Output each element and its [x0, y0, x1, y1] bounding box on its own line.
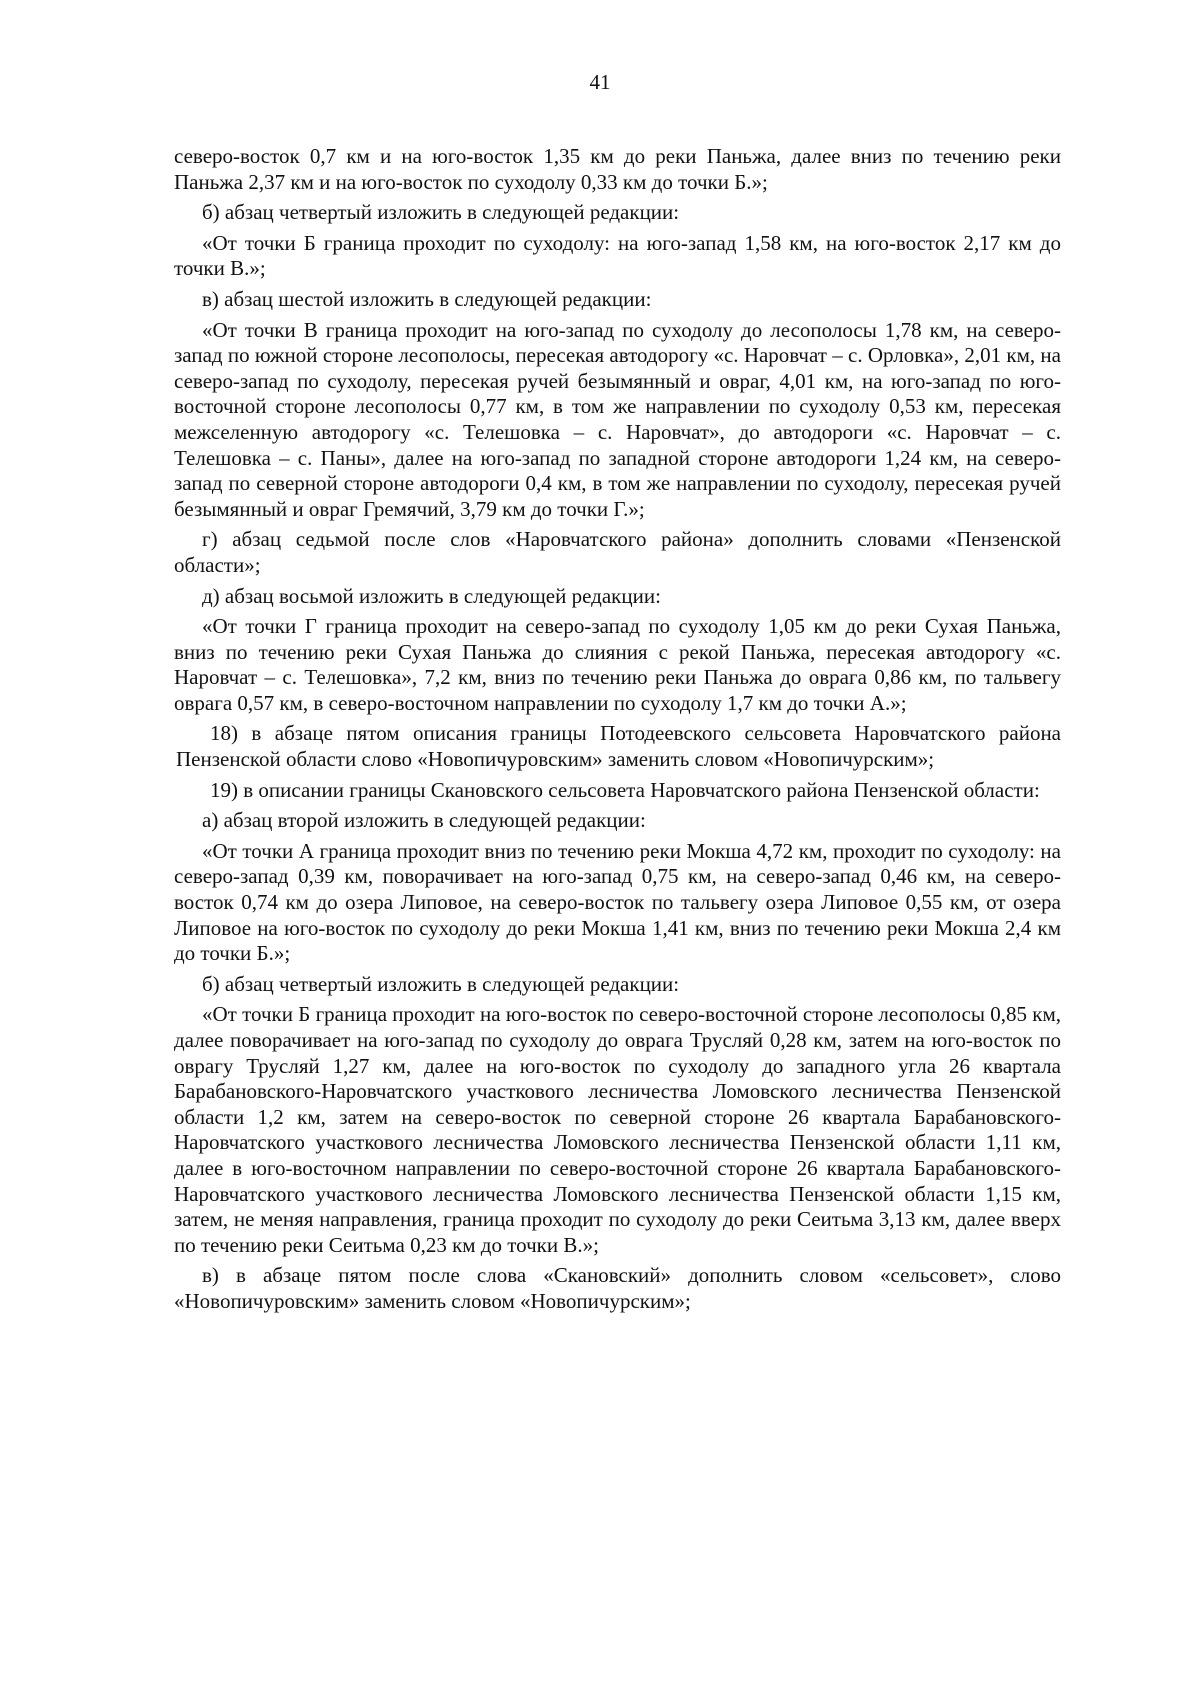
paragraph-continuation: северо-восток 0,7 км и на юго-восток 1,35 км до реки Паньжа, далее вниз по течению реки Паньжа 2,37 км и на юго-восток по суходолу 0,33 км до точки Б.»; [174, 144, 1061, 194]
paragraph-amendment-b: б) абзац четвертый изложить в следующей редакции: [202, 200, 680, 225]
paragraph-amendment-a: а) абзац второй изложить в следующей редакции: [202, 808, 646, 833]
paragraph-quote-point-b: «От точки Б граница проходит по суходолу: на юго-запад 1,58 км, на юго-восток 2,17 км до точки В.»; [174, 230, 1061, 281]
list-item-18: 18) в абзаце пятом описания границы Потодеевского сельсовета Наровчатского района Пензенской области слово «Новопичуровским» заменить словом «Новопичурским»; [176, 721, 1061, 772]
page-number: 41 [589, 70, 611, 94]
paragraph-quote-point-v: «От точки В граница проходит на юго-запад по суходолу до лесополосы 1,78 км, на северо-запад по южной стороне лесополосы, пересекая автодорогу «с. Наровчат – с. Орловка», 2,01 км, на северо-запад по суходолу, пересекая ручей безымянный и овраг, 4,01 км, на юго-запад по юго-восточной стороне лесополосы 0,77 км, в том же направлении по суходолу 0,53 км, пересекая межселенную автодорогу «с. Телешовка – с. Наровчат», до автодороги «с. Наровчат – с. Телешовка – с. Паны», далее на юго-запад по западной стороне автодороги 1,24 км, на северо-запад по северной стороне автодороги 0,4 км, в том же направлении по суходолу, пересекая ручей безымянный и овраг Гремячий, 3,79 км до точки Г.»; [174, 317, 1061, 521]
list-item-19: 19) в описании границы Скановского сельсовета Наровчатского района Пензенской области: [210, 777, 1040, 802]
paragraph-amendment-v: в) абзац шестой изложить в следующей редакции: [202, 286, 652, 311]
paragraph-quote-point-g: «От точки Г граница проходит на северо-запад по суходолу 1,05 км до реки Сухая Паньжа, вниз по течению реки Сухая Паньжа до слияния с рекой Паньжа, пересекая автодорогу «с. Наровчат – с. Телешовка», 7,2 км, вниз по течению реки Паньжа до оврага 0,86 км, по тальвегу оврага 0,57 км, в северо-восточном направлении по суходолу 1,7 км до точки А.»; [174, 614, 1061, 715]
paragraph-quote-point-b-2: «От точки Б граница проходит на юго-восток по северо-восточной стороне лесополосы 0,85 км, далее поворачивает на юго-запад по суходолу до оврага Трусляй 0,28 км, затем на юго-восток по оврагу Трусляй 1,27 км, далее на юго-восток по суходолу до западного угла 26 квартала Барабановского-Наровчатского участкового лесничества Ломовского лесничества Пензенской области 1,2 км, затем на северо-восток по северной стороне 26 квартала Барабановского-Наровчатского участкового лесничества Ломовского лесничества Пензенской области 1,11 км, далее в юго-восточном направлении по северо-восточной стороне 26 квартала Барабановского-Наровчатского участкового лесничества Ломовского лесничества Пензенской области 1,15 км, затем, не меняя направления, граница проходит по суходолу до реки Сеитьма 3,13 км, далее вверх по течению реки Сеитьма 0,23 км до точки В.»; [174, 1002, 1061, 1257]
document-body [174, 144, 1061, 1320]
paragraph-amendment-v-2: в) в абзаце пятом после слова «Скановский» дополнить словом «сельсовет», слово «Новопичуровским» заменить словом «Новопичурским»; [174, 1263, 1061, 1313]
paragraph-amendment-d: д) абзац восьмой изложить в следующей редакции: [202, 583, 661, 608]
paragraph-quote-point-a: «От точки А граница проходит вниз по течению реки Мокша 4,72 км, проходит по суходолу: на северо-запад 0,39 км, поворачивает на юго-запад 0,75 км, на северо-запад 0,46 км, на северо-восток 0,74 км до озера Липовое, на северо-восток по тальвегу озера Липовое 0,55 км, от озера Липовое на юго-восток по суходолу до реки Мокша 1,41 км, вниз по течению реки Мокша 2,4 км до точки Б.»; [174, 838, 1061, 966]
paragraph-amendment-g: г) абзац седьмой после слов «Наровчатского района» дополнить словами «Пензенской области»; [174, 527, 1061, 577]
paragraph-amendment-b-2: б) абзац четвертый изложить в следующей редакции: [202, 971, 680, 996]
